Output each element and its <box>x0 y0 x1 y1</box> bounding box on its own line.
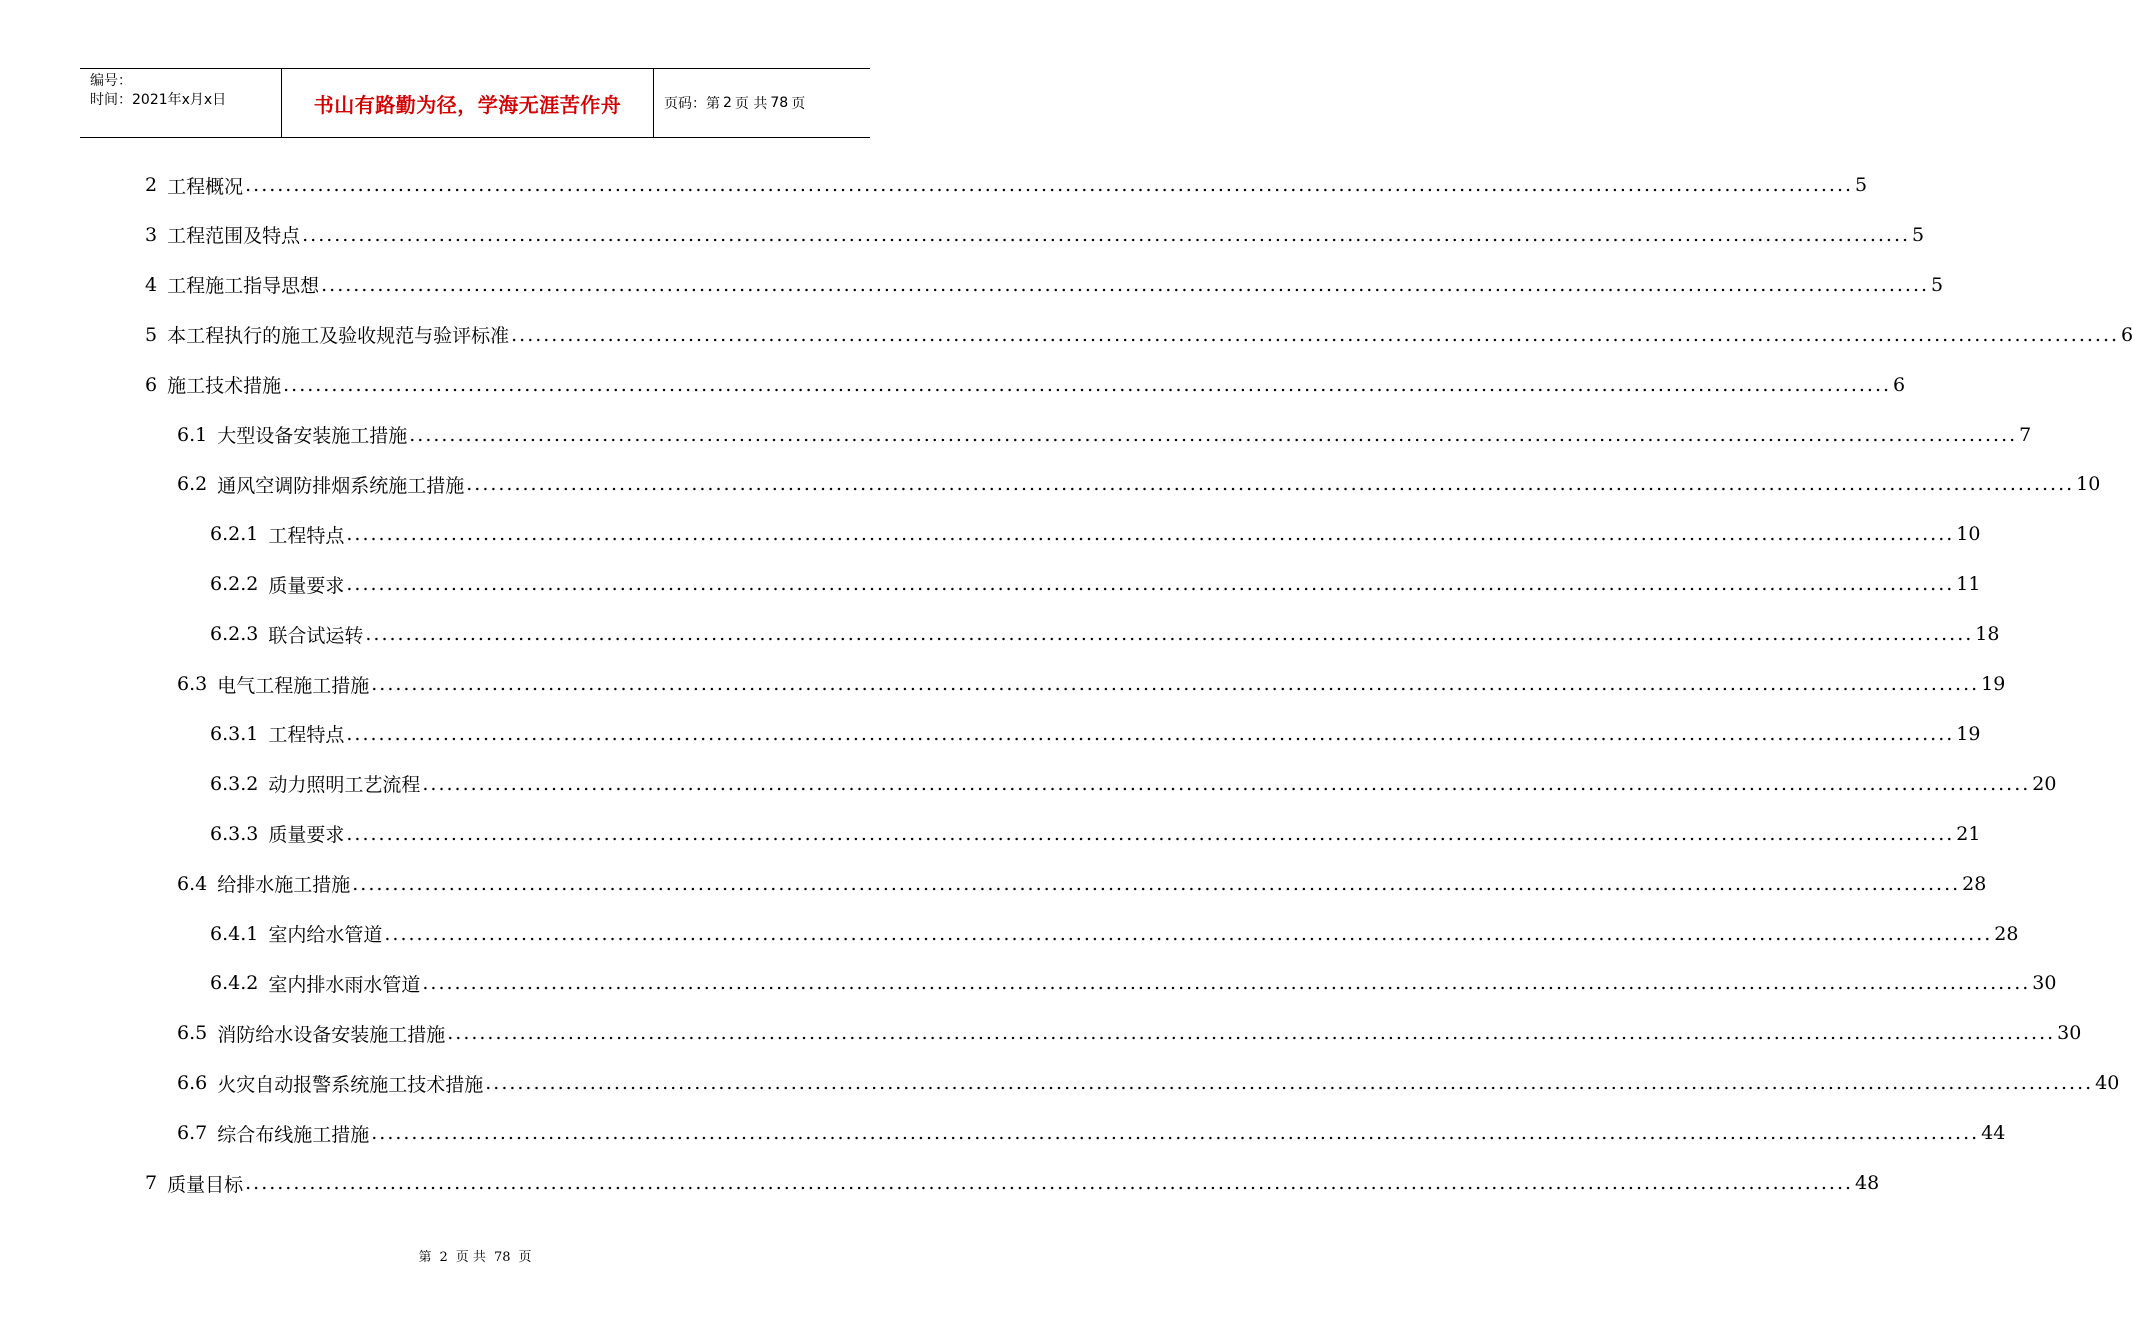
toc-entry-title: 施工技术措施 <box>167 375 282 398</box>
toc-entry-number: 6.2.3 <box>210 623 259 646</box>
toc-entry-page: 48 <box>1855 1172 1880 1194</box>
toc-entry[interactable] <box>177 859 1987 909</box>
toc-entry-page: 18 <box>1975 623 2000 646</box>
toc-entry-number: 6.3.1 <box>210 722 259 745</box>
header-page-label: 页码：第 <box>664 96 720 112</box>
toc-entry-number: 6.2.1 <box>210 523 259 546</box>
toc-entry[interactable] <box>210 809 1981 859</box>
toc-entry-page: 44 <box>1981 1122 2006 1145</box>
toc-dot-leader: ........................................................................................................................................................................................................ <box>365 623 1974 646</box>
footer-current-page: 2 <box>439 1250 448 1265</box>
toc-entry-number: 7 <box>145 1172 158 1194</box>
footer-mid: 页 共 <box>455 1250 486 1265</box>
toc-entry[interactable] <box>145 1158 1880 1208</box>
footer-prefix: 第 <box>418 1250 432 1265</box>
toc-dot-leader: ........................................................................................................................................................................................................ <box>447 1022 2056 1045</box>
toc-entry-title: 室内给水管道 <box>268 924 383 946</box>
toc-entry-title: 综合布线施工措施 <box>217 1123 370 1146</box>
header-page-end: 页 <box>791 96 806 112</box>
toc-dot-leader: ........................................................................................................................................................................................................ <box>466 473 2075 496</box>
toc-dot-leader: ........................................................................................................................................................................................................ <box>346 822 1955 845</box>
footer-total-pages: 78 <box>493 1250 511 1265</box>
toc-entry[interactable] <box>210 909 2019 959</box>
toc-dot-leader: ........................................................................................................................................................................................................ <box>371 1122 1980 1145</box>
toc-entry-page: 7 <box>2019 423 2032 446</box>
toc-entry-title: 消防给水设备安装施工措施 <box>217 1023 446 1046</box>
toc-entry-page: 10 <box>2076 473 2101 496</box>
toc-dot-leader: ........................................................................................................................................................................................................ <box>346 573 1955 596</box>
toc-entry-title: 质量目标 <box>167 1173 244 1196</box>
toc-entry-number: 6.4.1 <box>210 922 259 945</box>
toc-entry[interactable] <box>145 260 1944 310</box>
toc-entry-page: 5 <box>1931 273 1944 296</box>
toc-entry[interactable] <box>210 609 2000 659</box>
toc-dot-leader: ........................................................................................................................................................................................................ <box>485 1072 2094 1095</box>
header-motto-cell <box>282 69 654 137</box>
toc-dot-leader: ........................................................................................................................................................................................................ <box>346 722 1955 745</box>
toc-entry-number: 6.6 <box>177 1072 208 1095</box>
toc-entry-page: 30 <box>2032 972 2057 995</box>
header-page-cell <box>654 69 870 137</box>
toc-dot-leader: ........................................................................................................................................................................................................ <box>302 223 1911 246</box>
document-number-label: 编号： <box>90 73 132 89</box>
toc-entry-title: 本工程执行的施工及验收规范与验评标准 <box>167 325 510 348</box>
toc-dot-leader: ........................................................................................................................................................................................................ <box>346 523 1955 546</box>
toc-entry-page: 11 <box>1956 573 1981 596</box>
toc-entry[interactable] <box>210 958 2057 1008</box>
toc-dot-leader: ........................................................................................................................................................................................................ <box>245 174 1854 196</box>
toc-entry-page: 20 <box>2032 772 2057 795</box>
toc-entry-number: 6.3.2 <box>210 772 259 795</box>
toc-dot-leader: ........................................................................................................................................................................................................ <box>409 423 2018 446</box>
toc-entry[interactable] <box>177 1058 2120 1108</box>
toc-entry-number: 6.7 <box>177 1122 208 1145</box>
toc-entry-title: 工程概况 <box>167 175 244 198</box>
toc-dot-leader: ........................................................................................................................................................................................................ <box>283 373 1892 396</box>
toc-entry-title: 室内排水雨水管道 <box>268 973 421 996</box>
header-page-current: 2 <box>723 95 732 111</box>
toc-entry-number: 3 <box>145 223 158 246</box>
toc-entry-number: 4 <box>145 273 158 296</box>
toc-entry-number: 6.2.2 <box>210 573 259 596</box>
toc-entry-title: 工程特点 <box>268 524 345 547</box>
toc-entry-page: 5 <box>1912 223 1925 246</box>
toc-entry-page: 40 <box>2095 1072 2120 1095</box>
document-header <box>80 68 870 138</box>
toc-entry-page: 6 <box>1893 373 1906 396</box>
header-meta-cell <box>80 69 282 137</box>
toc-dot-leader: ........................................................................................................................................................................................................ <box>384 922 1993 945</box>
toc-entry-title: 联合试运转 <box>268 624 364 647</box>
toc-entry-page: 19 <box>1956 722 1981 745</box>
toc-entry-number: 6.4 <box>177 872 208 895</box>
toc-entry-number: 6.5 <box>177 1022 208 1045</box>
toc-entry-title: 给排水施工措施 <box>217 874 351 897</box>
toc-entry-number: 6.3.3 <box>210 822 259 845</box>
header-page-total: 78 <box>770 95 789 111</box>
toc-entry[interactable] <box>210 509 1981 559</box>
toc-entry-title: 火灾自动报警系统施工技术措施 <box>217 1073 484 1096</box>
header-page-mid: 页 共 <box>734 96 768 112</box>
toc-entry-page: 28 <box>1962 872 1987 895</box>
toc-entry[interactable] <box>177 410 2032 460</box>
toc-entry[interactable] <box>210 759 2057 809</box>
toc-entry[interactable] <box>210 559 1981 609</box>
toc-entry[interactable] <box>145 360 1906 410</box>
toc-entry-page: 6 <box>2121 323 2133 346</box>
toc-dot-leader: ........................................................................................................................................................................................................ <box>511 323 2120 346</box>
toc-entry-number: 2 <box>145 174 158 196</box>
toc-entry-page: 30 <box>2057 1022 2082 1045</box>
toc-entry-number: 6.2 <box>177 473 208 496</box>
toc-entry[interactable] <box>177 1108 2006 1158</box>
toc-entry-title: 质量要求 <box>268 574 345 597</box>
toc-entry-number: 6.1 <box>177 423 208 446</box>
toc-entry[interactable] <box>177 1008 2082 1058</box>
page-footer <box>0 1246 950 1265</box>
toc-entry-title: 质量要求 <box>268 824 345 847</box>
header-motto: 书山有路勤为径，学海无涯苦作舟 <box>313 92 622 117</box>
toc-entry-page: 21 <box>1956 822 1981 845</box>
toc-entry-number: 5 <box>145 323 158 346</box>
toc-entry-page: 10 <box>1956 523 1981 546</box>
toc-entry[interactable] <box>145 310 2133 360</box>
toc-entry-title: 电气工程施工措施 <box>217 674 370 697</box>
toc-dot-leader: ........................................................................................................................................................................................................ <box>371 673 1980 695</box>
toc-entry[interactable] <box>210 709 1981 759</box>
toc-entry-title: 动力照明工艺流程 <box>268 774 421 797</box>
toc-dot-leader: ........................................................................................................................................................................................................ <box>321 273 1930 296</box>
toc-entry-page: 5 <box>1855 174 1868 196</box>
toc-entry[interactable] <box>145 160 1868 210</box>
document-date: 时间：2021年x月x日 <box>90 92 227 108</box>
toc-entry-number: 6.4.2 <box>210 972 259 995</box>
toc-entry-title: 大型设备安装施工措施 <box>217 425 408 447</box>
toc-entry-title: 工程特点 <box>268 724 345 747</box>
toc-entry[interactable] <box>145 210 1925 260</box>
footer-suffix: 页 <box>518 1250 532 1265</box>
toc-dot-leader: ........................................................................................................................................................................................................ <box>245 1172 1854 1194</box>
toc-entry[interactable] <box>177 459 2101 509</box>
toc-entry-title: 工程范围及特点 <box>167 225 301 248</box>
toc-entry-number: 6 <box>145 373 158 396</box>
toc-entry-title: 通风空调防排烟系统施工措施 <box>217 474 465 497</box>
toc-entry-page: 19 <box>1981 673 2006 695</box>
toc-dot-leader: ........................................................................................................................................................................................................ <box>422 972 2031 995</box>
toc-entry-number: 6.3 <box>177 673 208 695</box>
toc-dot-leader: ........................................................................................................................................................................................................ <box>422 772 2031 795</box>
toc-dot-leader: ........................................................................................................................................................................................................ <box>352 872 1961 895</box>
toc-entry-title: 工程施工指导思想 <box>167 275 320 298</box>
toc-entry-page: 28 <box>1994 922 2019 945</box>
toc-entry[interactable] <box>177 659 2006 709</box>
